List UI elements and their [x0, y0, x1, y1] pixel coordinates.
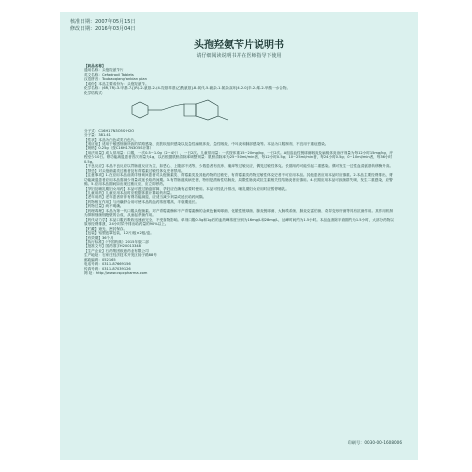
print-code: 印刷号：0030-00-1608006: [347, 440, 402, 445]
insert-line: 电话号码：0311-87669156: [84, 262, 131, 267]
insert-line: 【药物过量】尚不明确。: [84, 204, 124, 209]
insert-body: [84, 64, 394, 276]
insert-line: 【成份】本品主要成份为：头孢羟氨苄。: [84, 81, 149, 86]
insert-line: 传真号码：0311-87039126: [84, 266, 131, 271]
usage-warning: 请仔细阅读说明书并在医师指导下使用: [196, 53, 282, 59]
document-title: 头孢羟氨苄片说明书: [194, 40, 284, 51]
insert-line: 【药物相互作用】与丙磺舒合用可使本品的血药浓度增高，半衰期延长。: [84, 199, 199, 204]
insert-line: 网 址：http://www.cspcpharma.com: [84, 271, 148, 276]
insert-line: 邮政编码：052165: [84, 257, 116, 262]
insert-line: 【批准文号】国药准字H20013348: [84, 244, 141, 249]
insert-line: 【老年用药】老年患者常伴有肾功能减退，应适当减少剂量或延长给药间隔。: [84, 195, 207, 200]
insert-line: 【适应症】适用于敏感细菌所致的尿路感染、皮肤软组织感染以及急性扁桃体炎、急性咽炎、中耳炎和肺部感染等。本品为口服制剂，不宜用于重症感染。: [84, 141, 329, 146]
insert-line: 【儿童用药】儿童应用本品时应根据体重计算给药剂量。: [84, 190, 174, 195]
insert-line: 【用法用量】成人常用量：口服，一次0.5~1.0g（2~4片），一日2次。儿童常用量：一次按体重15~20mg/kg，一日2次。A组溶血性链球菌咽炎及扁桃体炎治疗剂量为每12小时15mg/kg，疗程至少10日。肾功能减退患者首次剂量为1g，以后根据肌酐清除率调整剂量：肌酐清除率为25~50ml/min者，每12小时0.5g；10~25ml/min者，每24小时0.5g；0~10ml/min者，每36小时0.5g。: [84, 150, 393, 164]
insert-line: 化学结构式：: [84, 90, 106, 95]
insert-line: 分子式：C16H17N3O5S·H2O: [84, 128, 135, 133]
insert-line: 【贮藏】遮光，密封保存。: [84, 226, 128, 231]
chemical-structure-diagram: [124, 96, 254, 126]
insert-line: 【生产企业】石药集团欧意药业有限公司: [84, 248, 149, 253]
insert-line: 【禁忌】对头孢菌素类过敏者及有青霉素过敏性休克史者禁用。: [84, 168, 185, 173]
insert-line: 分子量：381.41: [84, 133, 111, 138]
revised-date: 修改日期：2016年03月04日: [70, 26, 136, 32]
insert-line: 【规格】0.25g（按C16H17N3O5S计算）: [84, 146, 154, 151]
insert-line: 【药理毒理】本品为第一代口服头孢菌素。对产青霉素酶和不产青霉素酶的金黄色葡萄球菌、化脓性链球菌、肺炎链球菌、大肠埃希菌、肺炎克雷伯菌、奇异变形杆菌等具有抗菌作用。其作用机制为抑制细菌细胞壁的合成，从而起杀菌作用。: [84, 208, 394, 218]
insert-line: 英文名称：Cefadroxil Tablets: [84, 72, 134, 77]
date-block: [70, 19, 135, 33]
insert-line: 【不良反应】本品不良反应以胃肠道反应为主，如恶心、上腹部不适等，少数患者有皮疹、瘙痒等过敏反应，偶见过敏性休克。长期用药可能引起二重感染。偶可发生一过性血清氨基转移酶升高。: [84, 164, 394, 169]
insert-line: 【包装】铝塑泡罩包装，12片/板×2板/盒。: [84, 231, 154, 236]
approved-date: 核准日期：2007年05月15日: [70, 19, 136, 25]
insert-line: 【药代动力学】本品口服后吸收迅速而完全，不受食物影响。单剂口服0.5g和1g后的血药峰浓度分别为16mg/L和28mg/L，达峰时间约为1.5小时。本品血消除半衰期约为1.5小时，大部分药物以原形经肾排泄，24小时尿中排出给药量的90%以上。: [84, 217, 394, 227]
insert-line: 生产地址：石家庄经济技术开发区扬子路88号: [84, 253, 157, 258]
insert-line: 通用名称：头孢羟氨苄片: [84, 68, 124, 73]
insert-line: 【执行标准】《中国药典》2015年版二部: [84, 239, 149, 244]
insert-line: 【药品名称】: [84, 64, 106, 68]
insert-line: 汉语拼音：Toubaoqiang'anbian pian: [84, 77, 147, 82]
package-insert-sheet: [60, 12, 418, 460]
insert-line: 【孕妇及哺乳期妇女用药】本品可透过胎盘屏障，孕妇应在确有必要时使用。本品可经乳汁排出，哺乳期妇女应用时应暂停哺乳。: [84, 186, 289, 191]
insert-line: 【有效期】36个月: [84, 235, 114, 240]
insert-line: 【性状】本品为白色或类白色片。: [84, 137, 138, 142]
insert-line: 化学名称：(6R,7R)-3-甲基-7-[(R)-2-氨基-2-(4-羟基苯基)乙酰氨基]-8-氧代-5-硫杂-1-氮杂双环[4.2.0]辛-2-烯-2-甲酸一水合物。: [84, 86, 291, 91]
insert-line: 【注意事项】1.在应用本品前须详细询问患者对头孢菌素类、青霉素类及其他药物的过敏史，有青霉素类药物过敏性休克史者不可应用本品。其他患者应用本品时应慎重。2.本品主要经肾排出，肾功能减退患者应用本品需减少剂量或延长给药间期。3.有胃肠道疾病史者，特别是溃疡性结肠炎、局限性肠炎或抗生素相关性结肠炎者应慎用。4.长期应用本品可致菌群失调，发生二重感染，应警惕。5.应用本品期间如出现过敏反应，应立即停药。: [84, 173, 393, 187]
